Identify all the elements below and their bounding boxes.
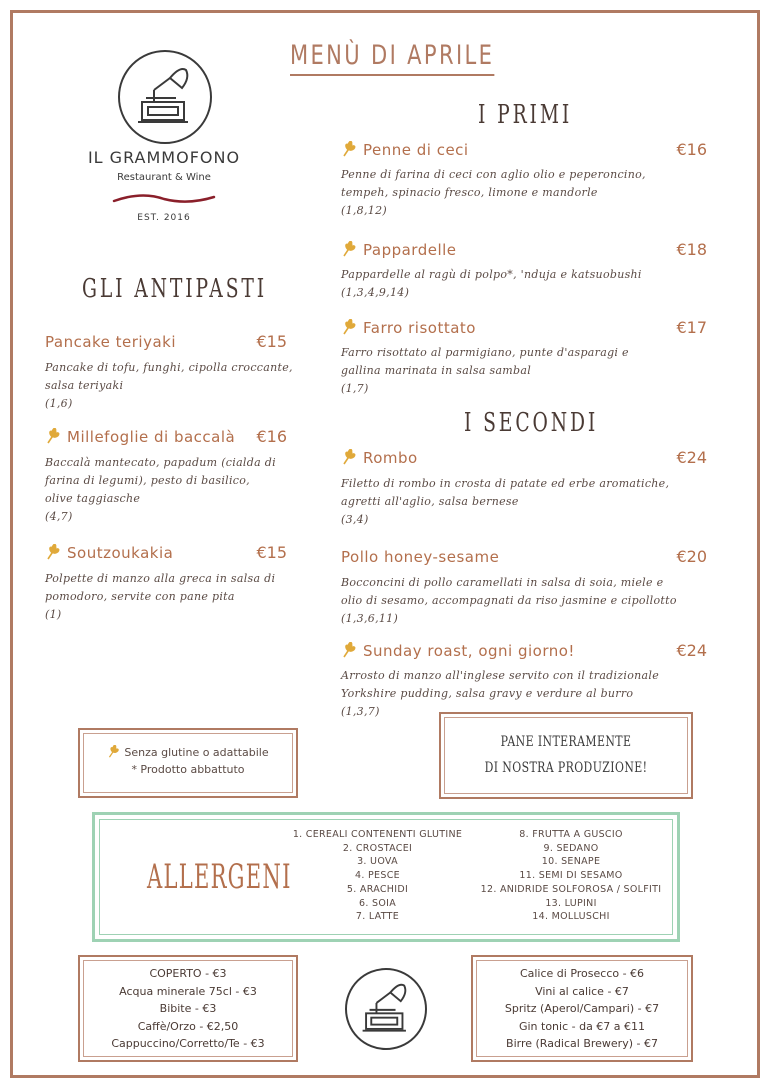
- dish-price: €15: [256, 543, 287, 562]
- allergens-col-1: [290, 828, 465, 924]
- dish-name: Farro risottato: [363, 319, 476, 337]
- dish-price: €24: [676, 641, 707, 660]
- wheat-icon: [45, 544, 61, 560]
- allergen-codes: (4,7): [45, 510, 73, 523]
- dish-name: Pappardelle: [363, 241, 457, 259]
- menu-item-penne: [341, 140, 707, 159]
- dish-name: Penne di ceci: [363, 141, 469, 159]
- allergen-item: 13. LUPINI: [545, 897, 597, 909]
- desc-line: Filetto di rombo in crosta di patate ed erbe aromatiche,: [341, 477, 670, 490]
- allergen-codes: (1,6): [45, 397, 73, 410]
- wheat-icon: [341, 449, 357, 465]
- menu-item-sunday-roast: [341, 641, 707, 660]
- dish-description: [341, 475, 711, 529]
- dish-price: €17: [676, 318, 707, 337]
- allergen-codes: (1,8,12): [341, 204, 387, 217]
- dish-name: Rombo: [363, 449, 418, 467]
- allergen-item: 4. PESCE: [355, 870, 400, 882]
- dish-name: Sunday roast, ogni giorno!: [363, 642, 575, 660]
- allergen-item: 5. ARACHIDI: [346, 883, 409, 895]
- allergen-codes: (1,3,6,11): [341, 612, 399, 625]
- menu-item-pollo: [341, 547, 707, 566]
- bread-line: PANE INTERAMENTE: [500, 734, 632, 750]
- desc-line: Pancake di tofu, funghi, cipolla croccante,: [45, 361, 293, 374]
- dish-description: [45, 570, 295, 624]
- dish-description: [45, 454, 295, 526]
- allergen-item: 1. CEREALI CONTENENTI GLUTINE: [292, 829, 463, 840]
- dish-price: €15: [256, 332, 287, 351]
- logo-subtitle: Restaurant & Wine: [117, 172, 211, 183]
- allergen-item: 3. UOVA: [357, 856, 398, 868]
- desc-line: Farro risottato al parmigiano, punte d'asparagi e: [341, 346, 629, 359]
- wheat-icon: [341, 141, 357, 157]
- secondi-heading: I SECONDI: [464, 408, 599, 438]
- desc-line: Arrosto di manzo all'inglese servito con il tradizionale: [341, 669, 660, 682]
- dish-description: [341, 574, 711, 628]
- extra-item: Acqua minerale 75cl - €3: [119, 984, 257, 998]
- antipasti-heading: GLI ANTIPASTI: [82, 274, 268, 304]
- allergen-codes: (1,3,4,9,14): [341, 286, 410, 299]
- extra-item: Bibite - €3: [159, 1002, 217, 1015]
- desc-line: salsa teriyaki: [45, 379, 124, 392]
- allergen-item: 8. FRUTTA A GUSCIO: [519, 829, 623, 840]
- allergen-item: 9. SEDANO: [543, 842, 599, 854]
- wheat-icon: [107, 745, 120, 758]
- allergen-codes: (1,3,7): [341, 705, 380, 718]
- extra-item: Cappuccino/Corretto/Te - €3: [111, 1037, 265, 1050]
- allergen-item: 10. SENAPE: [541, 856, 601, 868]
- drink-item: Vini al calice - €7: [535, 984, 629, 998]
- allergen-item: 6. SOIA: [359, 897, 396, 909]
- desc-line: Baccalà mantecato, papadum (cialda di: [45, 456, 276, 469]
- dish-name: Pollo honey-sesame: [341, 548, 500, 566]
- dish-price: €16: [256, 427, 287, 446]
- wheat-icon: [45, 428, 61, 444]
- desc-line: olive taggiasche: [45, 492, 141, 505]
- dish-description: [45, 359, 295, 413]
- desc-line: agretti all'aglio, salsa bernese: [341, 495, 519, 508]
- allergens-col-2: [473, 828, 669, 924]
- extras-left-box: [78, 955, 298, 1062]
- legend-text: [80, 744, 296, 778]
- desc-line: Yorkshire pudding, salsa gravy e verdure al burro: [341, 687, 634, 700]
- menu-item-pappardelle: [341, 240, 707, 259]
- drink-item: Calice di Prosecco - €6: [519, 967, 645, 980]
- bread-notice-box: [439, 712, 693, 799]
- allergen-item: 7. LATTE: [355, 911, 400, 923]
- legend-gluten-free: Senza glutine o adattabile: [124, 746, 269, 759]
- logo-badge: [118, 50, 212, 144]
- desc-line: Penne di farina di ceci con aglio olio e peperoncino,: [341, 168, 646, 181]
- extra-item: Caffè/Orzo - €2,50: [137, 1019, 239, 1033]
- allergen-item: 14. MOLLUSCHI: [532, 911, 610, 923]
- dish-price: €18: [676, 240, 707, 259]
- desc-line: pomodoro, servite con pane pita: [45, 590, 235, 603]
- gramophone-icon: [120, 52, 210, 142]
- allergen-item: 11. SEMI DI SESAMO: [519, 870, 623, 882]
- menu-item-pancake: [45, 332, 287, 351]
- gramophone-icon: [347, 970, 425, 1048]
- allergen-codes: (3,4): [341, 513, 369, 526]
- desc-line: tempeh, spinacio fresco, limone e mandorle: [341, 186, 598, 199]
- legend-box: [78, 728, 298, 798]
- allergen-item: 2. CROSTACEI: [342, 842, 413, 854]
- logo-est: EST. 2016: [137, 213, 191, 223]
- dish-description: [341, 344, 711, 398]
- desc-line: Pappardelle al ragù di polpo*, 'nduja e katsuobushi: [341, 268, 642, 281]
- dish-description: [341, 166, 711, 220]
- logo-name: IL GRAMMOFONO: [87, 148, 241, 167]
- allergen-codes: (1,7): [341, 382, 369, 395]
- extras-right-list: [473, 965, 691, 1053]
- dish-name: Soutzoukakia: [67, 544, 174, 562]
- dish-description: [341, 266, 711, 302]
- allergens-box: [92, 812, 680, 942]
- dish-price: €24: [676, 448, 707, 467]
- wheat-icon: [341, 642, 357, 658]
- extra-item: COPERTO - €3: [149, 967, 227, 980]
- logo-swash: [112, 193, 216, 205]
- wheat-icon: [341, 241, 357, 257]
- page-title: MENÙ DI APRILE: [290, 40, 494, 76]
- extras-right-box: [471, 955, 693, 1062]
- menu-item-farro: [341, 318, 707, 337]
- dish-name: Millefoglie di baccalà: [67, 428, 236, 446]
- allergen-item: 12. ANIDRIDE SOLFOROSA / SOLFITI: [480, 883, 662, 895]
- desc-line: farina di legumi), pesto di basilico,: [45, 474, 250, 487]
- bread-notice: [469, 729, 664, 781]
- menu-item-millefoglie: [45, 427, 287, 446]
- desc-line: olio di sesamo, accompagnati da riso jasmine e cipollotto: [341, 594, 677, 607]
- wheat-icon: [341, 319, 357, 335]
- menu-item-rombo: [341, 448, 707, 467]
- desc-line: Bocconcini di pollo caramellati in salsa di soia, miele e: [341, 576, 664, 589]
- allergens-title: ALLERGENI: [147, 857, 292, 897]
- dish-price: €16: [676, 140, 707, 159]
- dish-name: Pancake teriyaki: [45, 333, 177, 351]
- drink-item: Spritz (Aperol/Campari) - €7: [504, 1002, 660, 1015]
- bread-line: DI NOSTRA PRODUZIONE!: [484, 760, 648, 776]
- dish-price: €20: [676, 547, 707, 566]
- allergen-codes: (1): [45, 608, 62, 621]
- menu-item-soutzoukakia: [45, 543, 287, 562]
- desc-line: gallina marinata in salsa sambal: [341, 364, 532, 377]
- bottom-logo: [345, 968, 427, 1050]
- primi-heading: I PRIMI: [478, 100, 573, 130]
- drink-item: Birre (Radical Brewery) - €7: [506, 1037, 658, 1050]
- legend-abbattuto: * Prodotto abbattuto: [131, 763, 245, 776]
- drink-item: Gin tonic - da €7 a €11: [518, 1019, 646, 1033]
- desc-line: Polpette di manzo alla greca in salsa di: [45, 572, 276, 585]
- extras-left-list: [80, 965, 296, 1053]
